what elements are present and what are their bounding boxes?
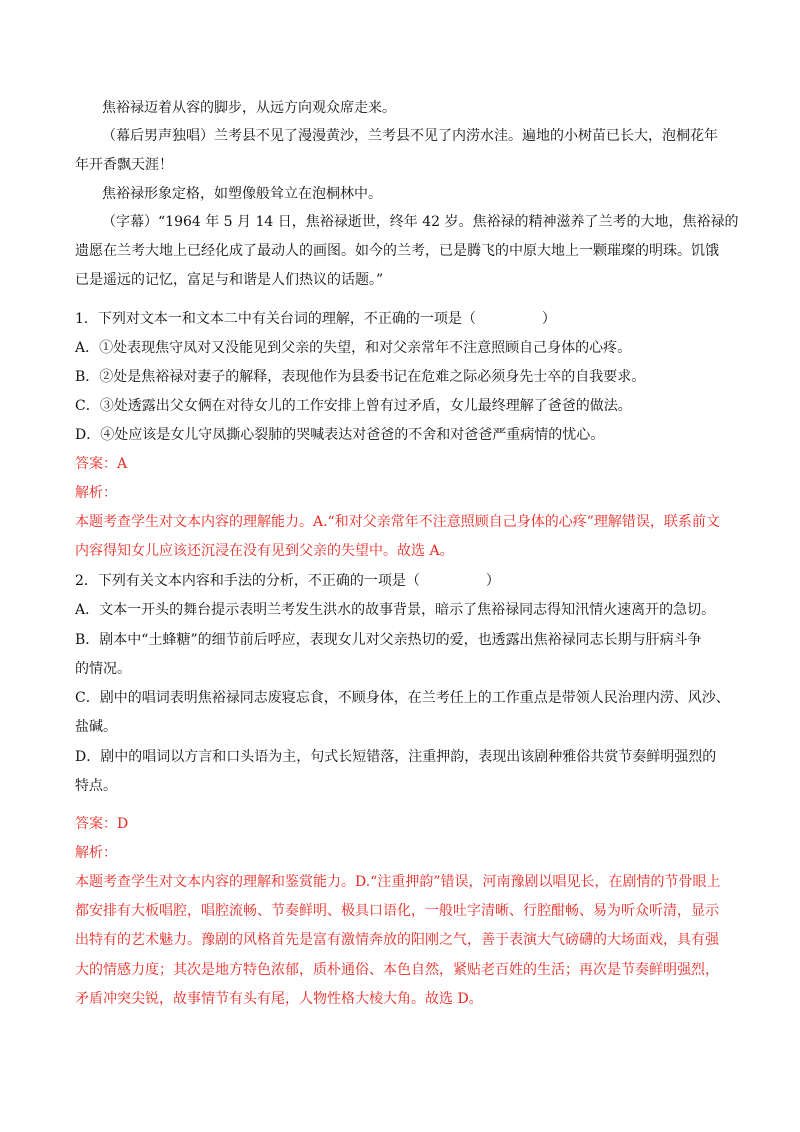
q2-analysis-label: 解析：: [75, 845, 117, 861]
q1-stem: [75, 310, 695, 328]
passage-line: 已是遥远的记忆，富足与和谐是人们热议的话题。”: [75, 272, 384, 288]
q2-option-a: A．文本一开头的舞台提示表明兰考发生洪水的故事背景，暗示了焦裕禄同志得知汛情火速离开的急切。: [75, 602, 716, 618]
q1-option-b: B．②处是焦裕禄对妻子的解释，表现他作为县委书记在危难之际必须身先士卒的自我要求。: [75, 369, 646, 385]
q2-stem: [75, 572, 695, 590]
passage-line: 遗愿在兰考大地上已经化成了最动人的画图。如今的兰考，已是腾飞的中原大地上一颗璀璨的明珠。饥饿: [75, 243, 719, 259]
q1-stem-text: 1．下列对文本一和文本二中有关台词的理解，不正确的一项是（: [75, 311, 476, 327]
passage-line: 年开香飘天涯！: [75, 157, 173, 173]
q1-option-c: C．③处透露出父女俩在对待女儿的工作安排上曾有过矛盾，女儿最终理解了爸爸的做法。: [75, 398, 632, 414]
q2-option-d-cont: 特点。: [75, 778, 117, 794]
passage-line: （幕后男声独唱）兰考县不见了漫漫黄沙，兰考县不见了内涝水洼。遍地的小树苗已长大，泡桐花年: [102, 128, 718, 144]
q2-option-c-cont: 盐碱。: [75, 719, 117, 735]
q1-analysis: 内容得知女儿应该还沉浸在没有见到父亲的失望中。故选 A。: [75, 543, 454, 559]
q1-stem-close: ）: [541, 311, 556, 327]
q2-stem-text: 2．下列有关文本内容和手法的分析，不正确的一项是（: [75, 573, 420, 589]
q2-answer: 答案：D: [75, 816, 129, 832]
q1-analysis: 本题考查学生对文本内容的理解能力。A.“和对父亲常年不注意照顾自己身体的心疼”理解错误，联系前文: [75, 514, 720, 530]
passage-line: 焦裕禄迈着从容的脚步，从远方向观众席走来。: [102, 100, 396, 116]
q2-stem-close: ）: [485, 573, 500, 589]
passage-line: 焦裕禄形象定格，如塑像般耸立在泡桐林中。: [102, 186, 382, 202]
q2-analysis: 矛盾冲突尖锐，故事情节有头有尾，人物性格大棱大角。故选 D。: [75, 991, 483, 1007]
q1-option-d: D．④处应该是女儿守凤撕心裂肺的哭喊表达对爸爸的不舍和对爸爸严重病情的忧心。: [75, 427, 605, 443]
q2-option-b-cont: 的情况。: [75, 661, 131, 677]
q2-option-c: C．剧中的唱词表明焦裕禄同志废寝忘食，不顾身体，在兰考任上的工作重点是带领人民治理内涝、风沙、: [75, 690, 730, 706]
q1-analysis-label: 解析：: [75, 485, 117, 501]
q2-analysis: 大的情感力度；其次是地方特色浓郁，质朴通俗、本色自然，紧贴老百姓的生活；再次是节奏鲜明强烈，: [75, 962, 719, 978]
q1-answer: 答案：A: [75, 456, 128, 472]
q2-analysis: 出特有的艺术魅力。豫剧的风格首先是富有激情奔放的阳刚之气，善于表演大气磅礴的大场面戏，具有强: [75, 932, 719, 948]
q2-option-d: D．剧中的唱词以方言和口头语为主，句式长短错落，注重押韵，表现出该剧种雅俗共赏节奏鲜明强烈的: [75, 749, 717, 765]
q2-option-b: B．剧本中“土蜂糖”的细节前后呼应，表现女儿对父亲热切的爱，也透露出焦裕禄同志长期与肝病斗争: [75, 632, 702, 648]
q2-analysis: 本题考查学生对文本内容的理解和鉴赏能力。D.“注重押韵”错误，河南豫剧以唱见长，在剧情的节骨眼上: [75, 874, 721, 890]
q1-option-a: A．①处表现焦守凤对又没能见到父亲的失望，和对父亲常年不注意照顾自己身体的心疼。: [75, 340, 632, 356]
passage-line: （字幕）“1964 年 5 月 14 日，焦裕禄逝世，终年 42 岁。焦裕禄的精神滋养了兰考的大地，焦裕禄的: [102, 214, 739, 230]
q2-analysis: 都安排有大板唱腔，唱腔流畅、节奏鲜明、极具口语化，一般吐字清晰、行腔酣畅、易为听众听清，显示: [75, 903, 719, 919]
